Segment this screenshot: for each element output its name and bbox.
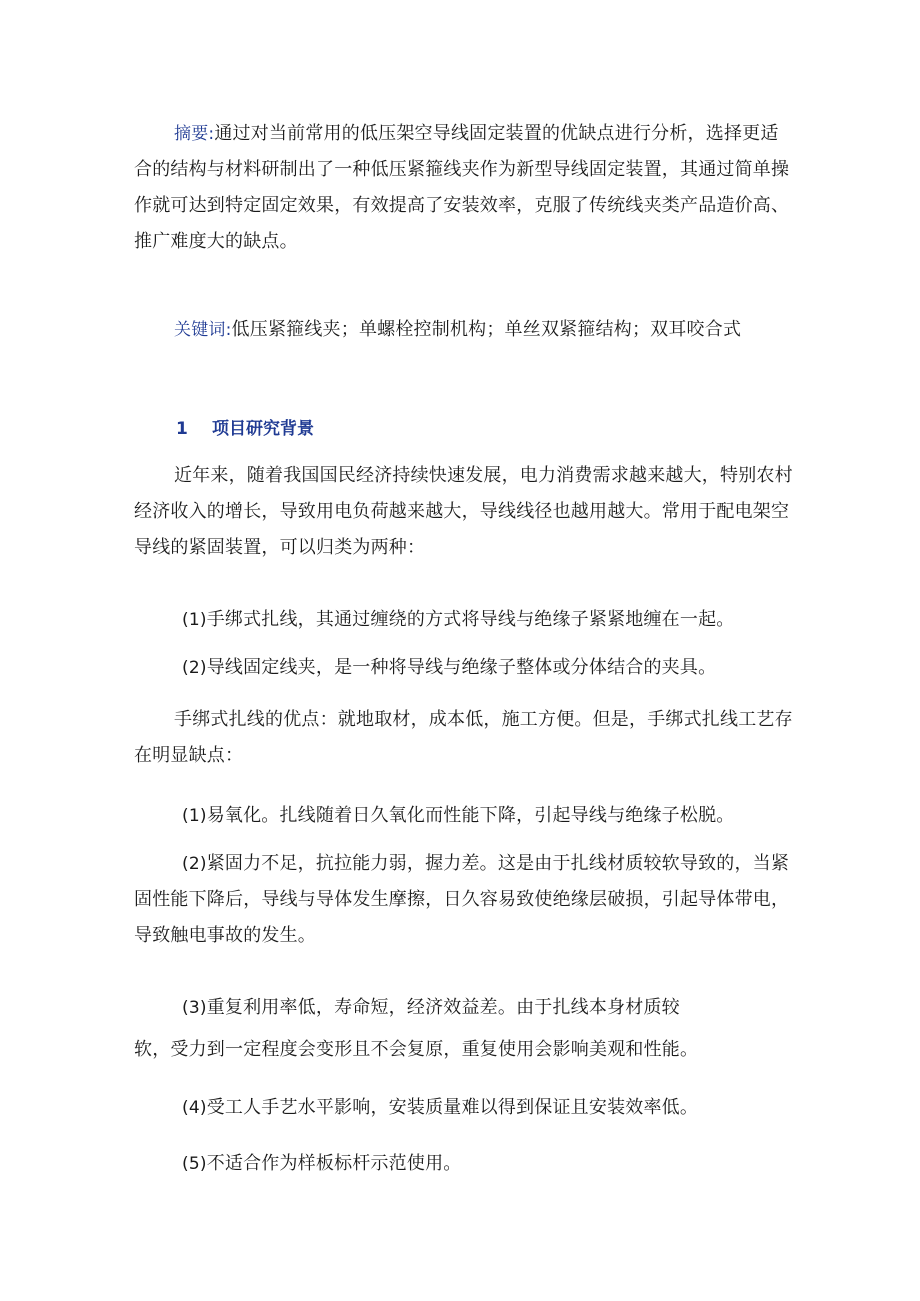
cons-text-3: 重复利用率低，寿命短，经济效益差。由于扎线本身材质较 [206, 997, 680, 1018]
cons-mark-2: (2) [182, 854, 207, 874]
cons-item-1 [134, 798, 794, 834]
type-text-2: 导线固定线夹，是一种将导线与绝缘子整体或分体结合的夹具。 [206, 657, 717, 678]
type-item-1 [134, 602, 794, 638]
cons-item-4 [134, 1090, 794, 1126]
cons-text-3-continuation: 软，受力到一定程度会变形且不会复原，重复使用会影响美观和性能。 [134, 1039, 699, 1060]
keywords-paragraph [134, 312, 794, 348]
abstract-separator: : [208, 124, 215, 144]
cons-text-4: 受工人手艺水平影响，安装质量难以得到保证且安装效率低。 [206, 1097, 699, 1118]
cons-mark-1: (1) [182, 806, 207, 826]
pros-paragraph: 手绑式扎线的优点：就地取材，成本低，施工方便。但是，手绑式扎线工艺存在明显缺点： [134, 709, 793, 766]
section-intro: 近年来，随着我国国民经济持续快速发展，电力消费需求越来越大，特别农村经济收入的增长，导致用电负荷越来越大，导线线径也越用越大。常用于配电架空导线的紧固装置，可以归类为两种： [134, 465, 793, 558]
cons-text-5: 不适合作为样板标杆示范使用。 [206, 1153, 462, 1174]
type-mark-2: (2) [182, 658, 207, 678]
cons-mark-4: (4) [182, 1098, 207, 1118]
type-mark-1: (1) [182, 610, 207, 630]
cons-mark-3: (3) [182, 998, 207, 1018]
abstract-label: 摘要 [174, 124, 209, 144]
type-item-2 [134, 650, 794, 686]
section-heading [176, 414, 314, 439]
abstract-text: 通过对当前常用的低压架空导线固定装置的优缺点进行分析，选择更适合的结构与材料研制出了一种低压紧箍线夹作为新型导线固定装置，其通过简单操作就可达到特定固定效果，有效提高了安装效率，克服了传统线夹类产品造价高、推广难度大的缺点。 [134, 123, 790, 252]
keywords-label: 关键词 [174, 320, 226, 340]
section-title: 项目研究背景 [212, 419, 314, 439]
cons-text-1: 易氧化。扎线随着日久氧化而性能下降，引起导线与绝缘子松脱。 [206, 805, 735, 826]
cons-item-3 [134, 990, 794, 1026]
cons-text-2: 紧固力不足，抗拉能力弱，握力差。这是由于扎线材质较软导致的，当紧固性能下降后，导线与导体发生摩擦，日久容易致使绝缘层破损，引起导体带电，导致触电事故的发生。 [134, 853, 790, 946]
cons-item-5 [134, 1146, 794, 1182]
keywords-separator: : [225, 320, 232, 340]
section-number: 1 [176, 419, 188, 439]
cons-mark-5: (5) [182, 1154, 207, 1174]
keywords-text: 低压紧箍线夹；单螺栓控制机构；单丝双紧箍结构；双耳咬合式 [231, 319, 742, 340]
cons-item-2 [134, 846, 794, 954]
type-text-1: 手绑式扎线，其通过缠绕的方式将导线与绝缘子紧紧地缠在一起。 [206, 609, 735, 630]
abstract-paragraph [134, 116, 794, 260]
